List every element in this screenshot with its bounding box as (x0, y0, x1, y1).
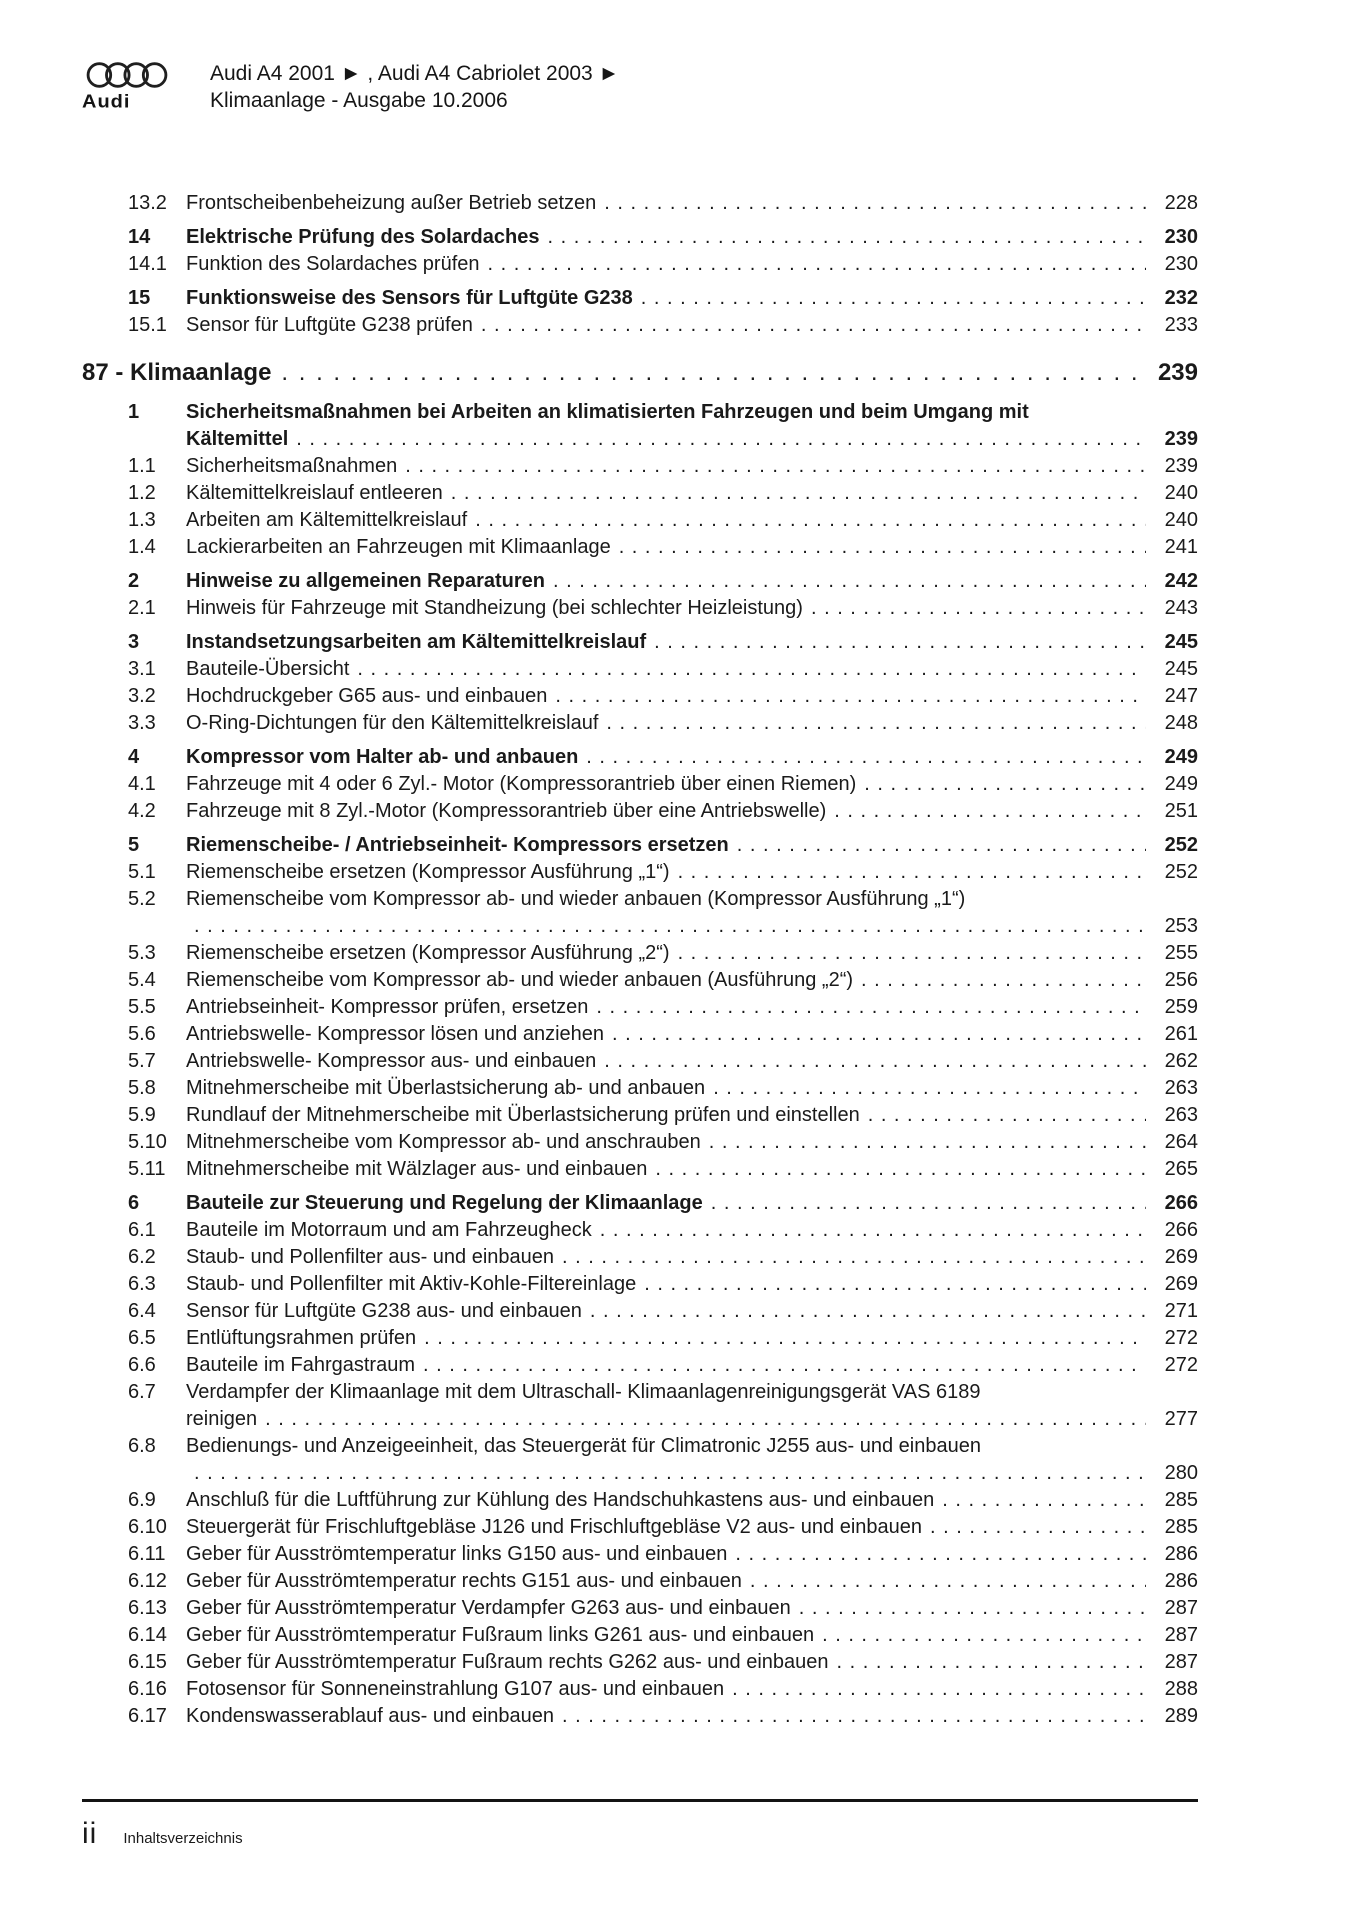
leader-dots (604, 1048, 1146, 1074)
entry-page: 271 (1164, 1300, 1198, 1322)
leader-dots (735, 1541, 1146, 1567)
leader-dots (711, 1190, 1146, 1216)
toc-entry (82, 251, 1198, 277)
entry-title: Bauteile im Motorraum und am Fahrzeugheck (186, 1219, 592, 1241)
entry-title: Lackierarbeiten an Fahrzeugen mit Klimaanlage (186, 536, 611, 558)
entry-number: 5.10 (128, 1131, 167, 1153)
toc-entry (82, 1487, 1198, 1513)
table-of-contents (82, 190, 1198, 1730)
leader-dots (641, 285, 1146, 311)
entry-number: 5.11 (128, 1158, 166, 1180)
entry-number: 4.1 (128, 773, 156, 795)
entry-title: Sicherheitsmaßnahmen bei Arbeiten an klimatisierten Fahrzeugen und beim Umgang mit (186, 401, 1029, 423)
leader-dots (942, 1487, 1146, 1513)
entry-number: 6.6 (128, 1354, 156, 1376)
entry-number: 6.4 (128, 1300, 156, 1322)
entry-number: 6.9 (128, 1489, 156, 1511)
entry-title-continued: reinigen (186, 1408, 258, 1430)
audi-rings-icon (80, 60, 180, 90)
entry-page: 286 (1164, 1543, 1198, 1565)
entry-page: 247 (1164, 685, 1198, 707)
toc-entry (82, 798, 1198, 824)
leader-dots (655, 1156, 1146, 1182)
entry-number: 6.13 (128, 1597, 167, 1619)
toc-entry (82, 1129, 1198, 1155)
entry-number: 6.8 (128, 1435, 156, 1457)
header-model-line: Audi A4 2001 ► , Audi A4 Cabriolet 2003 ► (210, 62, 620, 85)
entry-title: Riemenscheibe ersetzen (Kompressor Ausführung „1“) (186, 861, 670, 883)
entry-title: Rundlauf der Mitnehmerscheibe mit Überlastsicherung prüfen und einstellen (186, 1104, 860, 1126)
leader-dots (481, 312, 1146, 338)
leader-dots (930, 1514, 1146, 1540)
toc-entry (82, 1703, 1198, 1729)
leader-dots (604, 190, 1146, 216)
page-header (80, 60, 619, 114)
footer-label: Inhaltsverzeichnis (123, 1830, 243, 1847)
entry-title: Mitnehmerscheibe vom Kompressor ab- und anschrauben (186, 1131, 701, 1153)
entry-page: 239 (1164, 455, 1198, 477)
entry-page: 287 (1164, 1651, 1198, 1673)
entry-number: 1.4 (128, 536, 156, 558)
entry-number: 5.6 (128, 1023, 156, 1045)
entry-title: Funktionsweise des Sensors für Luftgüte G238 (186, 287, 633, 309)
entry-title: Antriebswelle- Kompressor lösen und anziehen (186, 1023, 605, 1045)
leader-dots (296, 426, 1146, 452)
toc-entry (82, 886, 1198, 912)
entry-number: 6.16 (128, 1678, 167, 1700)
toc-entry-continuation (82, 913, 1198, 939)
toc-entry (82, 1298, 1198, 1324)
entry-page: 252 (1164, 861, 1198, 883)
footer-page-number: ii (82, 1817, 98, 1850)
entry-title: Fahrzeuge mit 4 oder 6 Zyl.- Motor (Kompressorantrieb über einen Riemen) (186, 773, 857, 795)
leader-dots (600, 1217, 1146, 1243)
toc-entry (82, 967, 1198, 993)
leader-dots (713, 1075, 1146, 1101)
toc-entry (82, 224, 1198, 250)
entry-page: 285 (1164, 1516, 1198, 1538)
entry-title: Arbeiten am Kältemittelkreislauf (186, 509, 468, 531)
entry-page: 280 (1164, 1462, 1198, 1484)
entry-page: 266 (1164, 1192, 1198, 1214)
entry-title: Elektrische Prüfung des Solardaches (186, 226, 540, 248)
entry-title: Instandsetzungsarbeiten am Kältemittelkreislauf (186, 631, 647, 653)
entry-title: Sicherheitsmaßnahmen (186, 455, 398, 477)
toc-entry (82, 1156, 1198, 1182)
chapter-heading-page: 239 (1157, 359, 1198, 386)
entry-number: 6.3 (128, 1273, 156, 1295)
leader-dots (475, 507, 1146, 533)
entry-number: 5.9 (128, 1104, 156, 1126)
entry-title: Staub- und Pollenfilter mit Aktiv-Kohle-Filtereinlage (186, 1273, 637, 1295)
toc-entry (82, 1568, 1198, 1594)
entry-number: 6.17 (128, 1705, 167, 1727)
leader-dots (834, 798, 1146, 824)
leader-dots (811, 595, 1146, 621)
toc-entry (82, 285, 1198, 311)
entry-page: 232 (1164, 287, 1198, 309)
entry-number: 6.7 (128, 1381, 156, 1403)
leader-dots (357, 656, 1146, 682)
toc-entry (82, 480, 1198, 506)
toc-entry (82, 1649, 1198, 1675)
toc-entry (82, 534, 1198, 560)
leader-dots (424, 1325, 1146, 1351)
toc-entry (82, 771, 1198, 797)
entry-title: Fahrzeuge mit 8 Zyl.-Motor (Kompressorantrieb über eine Antriebswelle) (186, 800, 827, 822)
toc-entry-continuation (82, 1406, 1198, 1432)
toc-entry (82, 1075, 1198, 1101)
entry-number: 6.5 (128, 1327, 156, 1349)
entry-page: 288 (1164, 1678, 1198, 1700)
entry-page: 262 (1164, 1050, 1198, 1072)
leader-dots (861, 967, 1146, 993)
leader-dots (553, 568, 1146, 594)
chapter-heading-label: 87 - Klimaanlage (82, 359, 272, 386)
leader-dots (868, 1102, 1146, 1128)
toc-entry (82, 1514, 1198, 1540)
entry-title: Staub- und Pollenfilter aus- und einbauen (186, 1246, 555, 1268)
entry-page: 261 (1164, 1023, 1198, 1045)
leader-dots (737, 832, 1146, 858)
toc-entry (82, 1379, 1198, 1405)
leader-dots (488, 251, 1146, 277)
entry-number: 6.2 (128, 1246, 156, 1268)
leader-dots (799, 1595, 1146, 1621)
leader-dots (194, 1460, 1146, 1486)
toc-entry (82, 568, 1198, 594)
toc-entry (82, 994, 1198, 1020)
leader-dots (837, 1649, 1146, 1675)
entry-number: 6.15 (128, 1651, 167, 1673)
footer-rule (82, 1799, 1198, 1802)
entry-number: 3.2 (128, 685, 156, 707)
entry-number: 15.1 (128, 314, 167, 336)
audi-wordmark: Audi (82, 91, 131, 113)
leader-dots (562, 1703, 1146, 1729)
entry-page: 263 (1164, 1077, 1198, 1099)
entry-number: 6.1 (128, 1219, 156, 1241)
entry-page: 233 (1164, 314, 1198, 336)
entry-number: 5.5 (128, 996, 156, 1018)
entry-title: Sensor für Luftgüte G238 aus- und einbauen (186, 1300, 582, 1322)
entry-page: 245 (1164, 658, 1198, 680)
entry-number: 6 (128, 1192, 140, 1214)
entry-page: 287 (1164, 1597, 1198, 1619)
entry-page: 243 (1164, 597, 1198, 619)
leader-dots (864, 771, 1146, 797)
toc-entry (82, 1271, 1198, 1297)
leader-dots (423, 1352, 1146, 1378)
leader-dots (562, 1244, 1146, 1270)
entry-title: Geber für Ausströmtemperatur Fußraum rechts G262 aus- und einbauen (186, 1651, 829, 1673)
entry-title: Antriebswelle- Kompressor aus- und einbauen (186, 1050, 597, 1072)
entry-number: 5.4 (128, 969, 156, 991)
toc-entry (82, 1352, 1198, 1378)
entry-title: Bauteile im Fahrgastraum (186, 1354, 415, 1376)
toc-entry (82, 940, 1198, 966)
toc-entry (82, 507, 1198, 533)
header-edition-line: Klimaanlage - Ausgabe 10.2006 (210, 89, 508, 112)
leader-dots (596, 994, 1146, 1020)
toc-entry (82, 1325, 1198, 1351)
entry-number: 6.12 (128, 1570, 167, 1592)
toc-entry (82, 656, 1198, 682)
entry-number: 1.1 (128, 455, 156, 477)
leader-dots (709, 1129, 1146, 1155)
entry-title: Funktion des Solardaches prüfen (186, 253, 480, 275)
toc-entry (82, 312, 1198, 338)
entry-page: 240 (1164, 482, 1198, 504)
entry-title: Riemenscheibe ersetzen (Kompressor Ausführung „2“) (186, 942, 670, 964)
chapter-heading (82, 358, 1198, 388)
entry-number: 13.2 (128, 192, 167, 214)
leader-dots (619, 534, 1146, 560)
toc-entry (82, 453, 1198, 479)
entry-page: 289 (1164, 1705, 1198, 1727)
toc-entry (82, 1217, 1198, 1243)
entry-number: 3.1 (128, 658, 156, 680)
entry-number: 5.7 (128, 1050, 156, 1072)
entry-title: Mitnehmerscheibe mit Überlastsicherung ab- und anbauen (186, 1077, 706, 1099)
toc-entry (82, 1676, 1198, 1702)
toc-entry (82, 710, 1198, 736)
entry-number: 2.1 (128, 597, 156, 619)
toc-entry (82, 1622, 1198, 1648)
entry-title: Kältemittelkreislauf entleeren (186, 482, 443, 504)
entry-page: 263 (1164, 1104, 1198, 1126)
entry-page: 230 (1164, 253, 1198, 275)
entry-page: 240 (1164, 509, 1198, 531)
entry-title: Geber für Ausströmtemperatur links G150 aus- und einbauen (186, 1543, 728, 1565)
entry-title: Bedienungs- und Anzeigeeinheit, das Steuergerät für Climatronic J255 aus- und einbauen (186, 1435, 981, 1457)
toc-entry (82, 190, 1198, 216)
toc-entry (82, 1048, 1198, 1074)
entry-title: Fotosensor für Sonneneinstrahlung G107 aus- und einbauen (186, 1678, 725, 1700)
toc-entry (82, 859, 1198, 885)
leader-dots (750, 1568, 1146, 1594)
entry-title: Bauteile zur Steuerung und Regelung der Klimaanlage (186, 1192, 703, 1214)
entry-page: 272 (1164, 1327, 1198, 1349)
toc-entry (82, 1433, 1198, 1459)
toc-chapter-entries (82, 399, 1198, 1729)
entry-title: Verdampfer der Klimaanlage mit dem Ultraschall- Klimaanlagenreinigungsgerät VAS 6189 (186, 1381, 981, 1403)
toc-entry (82, 1102, 1198, 1128)
entry-page: 255 (1164, 942, 1198, 964)
entry-page: 239 (1164, 428, 1198, 450)
entry-title-continued: Kältemittel (186, 428, 289, 450)
entry-number: 14.1 (128, 253, 167, 275)
entry-page: 266 (1164, 1219, 1198, 1241)
toc-entry (82, 683, 1198, 709)
entry-number: 3 (128, 631, 140, 653)
entry-title: Geber für Ausströmtemperatur rechts G151 aus- und einbauen (186, 1570, 742, 1592)
leader-dots (678, 859, 1146, 885)
entry-number: 6.11 (128, 1543, 166, 1565)
entry-title: Sensor für Luftgüte G238 prüfen (186, 314, 473, 336)
entry-number: 15 (128, 287, 151, 309)
entry-page: 286 (1164, 1570, 1198, 1592)
toc-entry-continuation (82, 1460, 1198, 1486)
entry-number: 3.3 (128, 712, 156, 734)
entry-title: O-Ring-Dichtungen für den Kältemittelkreislauf (186, 712, 599, 734)
entry-page: 285 (1164, 1489, 1198, 1511)
entry-title: Anschluß für die Luftführung zur Kühlung des Handschuhkastens aus- und einbauen (186, 1489, 935, 1511)
entry-page: 259 (1164, 996, 1198, 1018)
entry-number: 14 (128, 226, 151, 248)
entry-number: 4 (128, 746, 140, 768)
toc-entry (82, 832, 1198, 858)
entry-title: Kompressor vom Halter ab- und anbauen (186, 746, 579, 768)
entry-number: 1 (128, 401, 140, 423)
entry-page: 242 (1164, 570, 1198, 592)
toc-entry (82, 1190, 1198, 1216)
leader-dots (451, 480, 1146, 506)
entry-page: 248 (1164, 712, 1198, 734)
header-text (210, 60, 619, 114)
entry-page: 230 (1164, 226, 1198, 248)
entry-title: Steuergerät für Frischluftgebläse J126 und Frischluftgebläse V2 aus- und einbauen (186, 1516, 923, 1538)
entry-title: Geber für Ausströmtemperatur Verdampfer G263 aus- und einbauen (186, 1597, 791, 1619)
toc-entry (82, 744, 1198, 770)
entry-title: Kondenswasserablauf aus- und einbauen (186, 1705, 555, 1727)
entry-page: 228 (1164, 192, 1198, 214)
leader-dots (654, 629, 1146, 655)
leader-dots (822, 1622, 1146, 1648)
toc-previous-chapter-entries (82, 190, 1198, 338)
entry-page: 245 (1164, 631, 1198, 653)
entry-title: Frontscheibenbeheizung außer Betrieb setzen (186, 192, 597, 214)
leader-dots (555, 683, 1146, 709)
entry-number: 5.8 (128, 1077, 156, 1099)
entry-number: 4.2 (128, 800, 156, 822)
leader-dots (606, 710, 1146, 736)
leader-dots (612, 1021, 1146, 1047)
entry-title: Hinweise zu allgemeinen Reparaturen (186, 570, 545, 592)
entry-page: 269 (1164, 1273, 1198, 1295)
toc-entry (82, 1244, 1198, 1270)
entry-number: 6.10 (128, 1516, 167, 1538)
entry-title: Hochdruckgeber G65 aus- und einbauen (186, 685, 548, 707)
entry-title: Riemenscheibe vom Kompressor ab- und wieder anbauen (Ausführung „2“) (186, 969, 854, 991)
entry-page: 265 (1164, 1158, 1198, 1180)
leader-dots (586, 744, 1146, 770)
leader-dots (405, 453, 1146, 479)
entry-page: 269 (1164, 1246, 1198, 1268)
entry-page: 249 (1164, 746, 1198, 768)
leader-dots (265, 1406, 1146, 1432)
toc-entry (82, 399, 1198, 425)
entry-title: Entlüftungsrahmen prüfen (186, 1327, 417, 1349)
entry-number: 5 (128, 834, 140, 856)
leader-dots (194, 913, 1146, 939)
leader-dots (732, 1676, 1146, 1702)
entry-title: Bauteile-Übersicht (186, 658, 350, 680)
entry-title: Mitnehmerscheibe mit Wälzlager aus- und einbauen (186, 1158, 648, 1180)
entry-page: 287 (1164, 1624, 1198, 1646)
entry-page: 241 (1164, 536, 1198, 558)
entry-number: 2 (128, 570, 140, 592)
toc-entry-continuation (82, 426, 1198, 452)
entry-number: 1.3 (128, 509, 156, 531)
entry-page: 249 (1164, 773, 1198, 795)
entry-number: 6.14 (128, 1624, 167, 1646)
leader-dots (678, 940, 1146, 966)
page-footer (82, 1799, 1198, 1850)
entry-title: Geber für Ausströmtemperatur Fußraum links G261 aus- und einbauen (186, 1624, 815, 1646)
entry-number: 5.1 (128, 861, 156, 883)
entry-page: 252 (1164, 834, 1198, 856)
entry-title: Riemenscheibe vom Kompressor ab- und wieder anbauen (Kompressor Ausführung „1“) (186, 888, 966, 910)
leader-dots (547, 224, 1146, 250)
entry-page: 251 (1164, 800, 1198, 822)
entry-page: 256 (1164, 969, 1198, 991)
toc-entry (82, 629, 1198, 655)
toc-entry (82, 1541, 1198, 1567)
toc-entry (82, 1595, 1198, 1621)
entry-title: Riemenscheibe- / Antriebseinheit- Kompressors ersetzen (186, 834, 729, 856)
entry-page: 264 (1164, 1131, 1198, 1153)
audi-logo (80, 60, 180, 114)
entry-page: 272 (1164, 1354, 1198, 1376)
leader-dots (281, 358, 1140, 388)
entry-number: 5.3 (128, 942, 156, 964)
entry-title: Antriebseinheit- Kompressor prüfen, ersetzen (186, 996, 589, 1018)
toc-entry (82, 1021, 1198, 1047)
toc-entry (82, 595, 1198, 621)
entry-number: 1.2 (128, 482, 156, 504)
leader-dots (590, 1298, 1146, 1324)
leader-dots (644, 1271, 1146, 1297)
entry-title: Hinweis für Fahrzeuge mit Standheizung (bei schlechter Heizleistung) (186, 597, 803, 619)
entry-number: 5.2 (128, 888, 156, 910)
entry-page: 277 (1164, 1408, 1198, 1430)
entry-page: 253 (1164, 915, 1198, 937)
